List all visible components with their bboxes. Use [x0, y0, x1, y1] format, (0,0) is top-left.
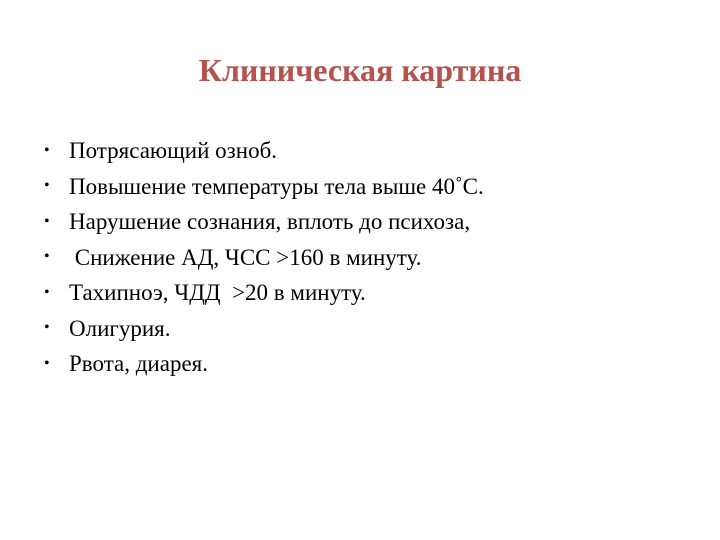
bullet-text: Олигурия.	[69, 315, 171, 341]
bullet-icon: •	[44, 319, 50, 337]
list-item	[44, 133, 484, 169]
list-item	[44, 346, 484, 382]
bullet-icon: •	[44, 354, 50, 372]
bullet-icon: •	[44, 212, 50, 230]
bullet-text: Рвота, диарея.	[69, 351, 208, 377]
bullet-icon: •	[44, 248, 50, 266]
bullet-icon: •	[44, 283, 50, 301]
bullet-icon: •	[44, 141, 50, 159]
bullet-text: Потрясающий озноб.	[69, 138, 278, 164]
bullet-list	[44, 133, 484, 382]
list-item	[44, 240, 484, 276]
bullet-text: Тахипноэ, ЧДД >20 в минуту.	[69, 280, 366, 306]
bullet-icon: •	[44, 177, 50, 195]
list-item	[44, 311, 484, 347]
bullet-text: Повышение температуры тела выше 40˚С.	[69, 173, 484, 199]
list-item	[44, 275, 484, 311]
list-item	[44, 169, 484, 205]
bullet-text: Снижение АД, ЧСС >160 в минуту.	[69, 244, 422, 270]
bullet-text: Нарушение сознания, вплоть до психоза,	[69, 209, 471, 235]
slide-title: Клиническая картина	[198, 52, 522, 88]
list-item	[44, 204, 484, 240]
